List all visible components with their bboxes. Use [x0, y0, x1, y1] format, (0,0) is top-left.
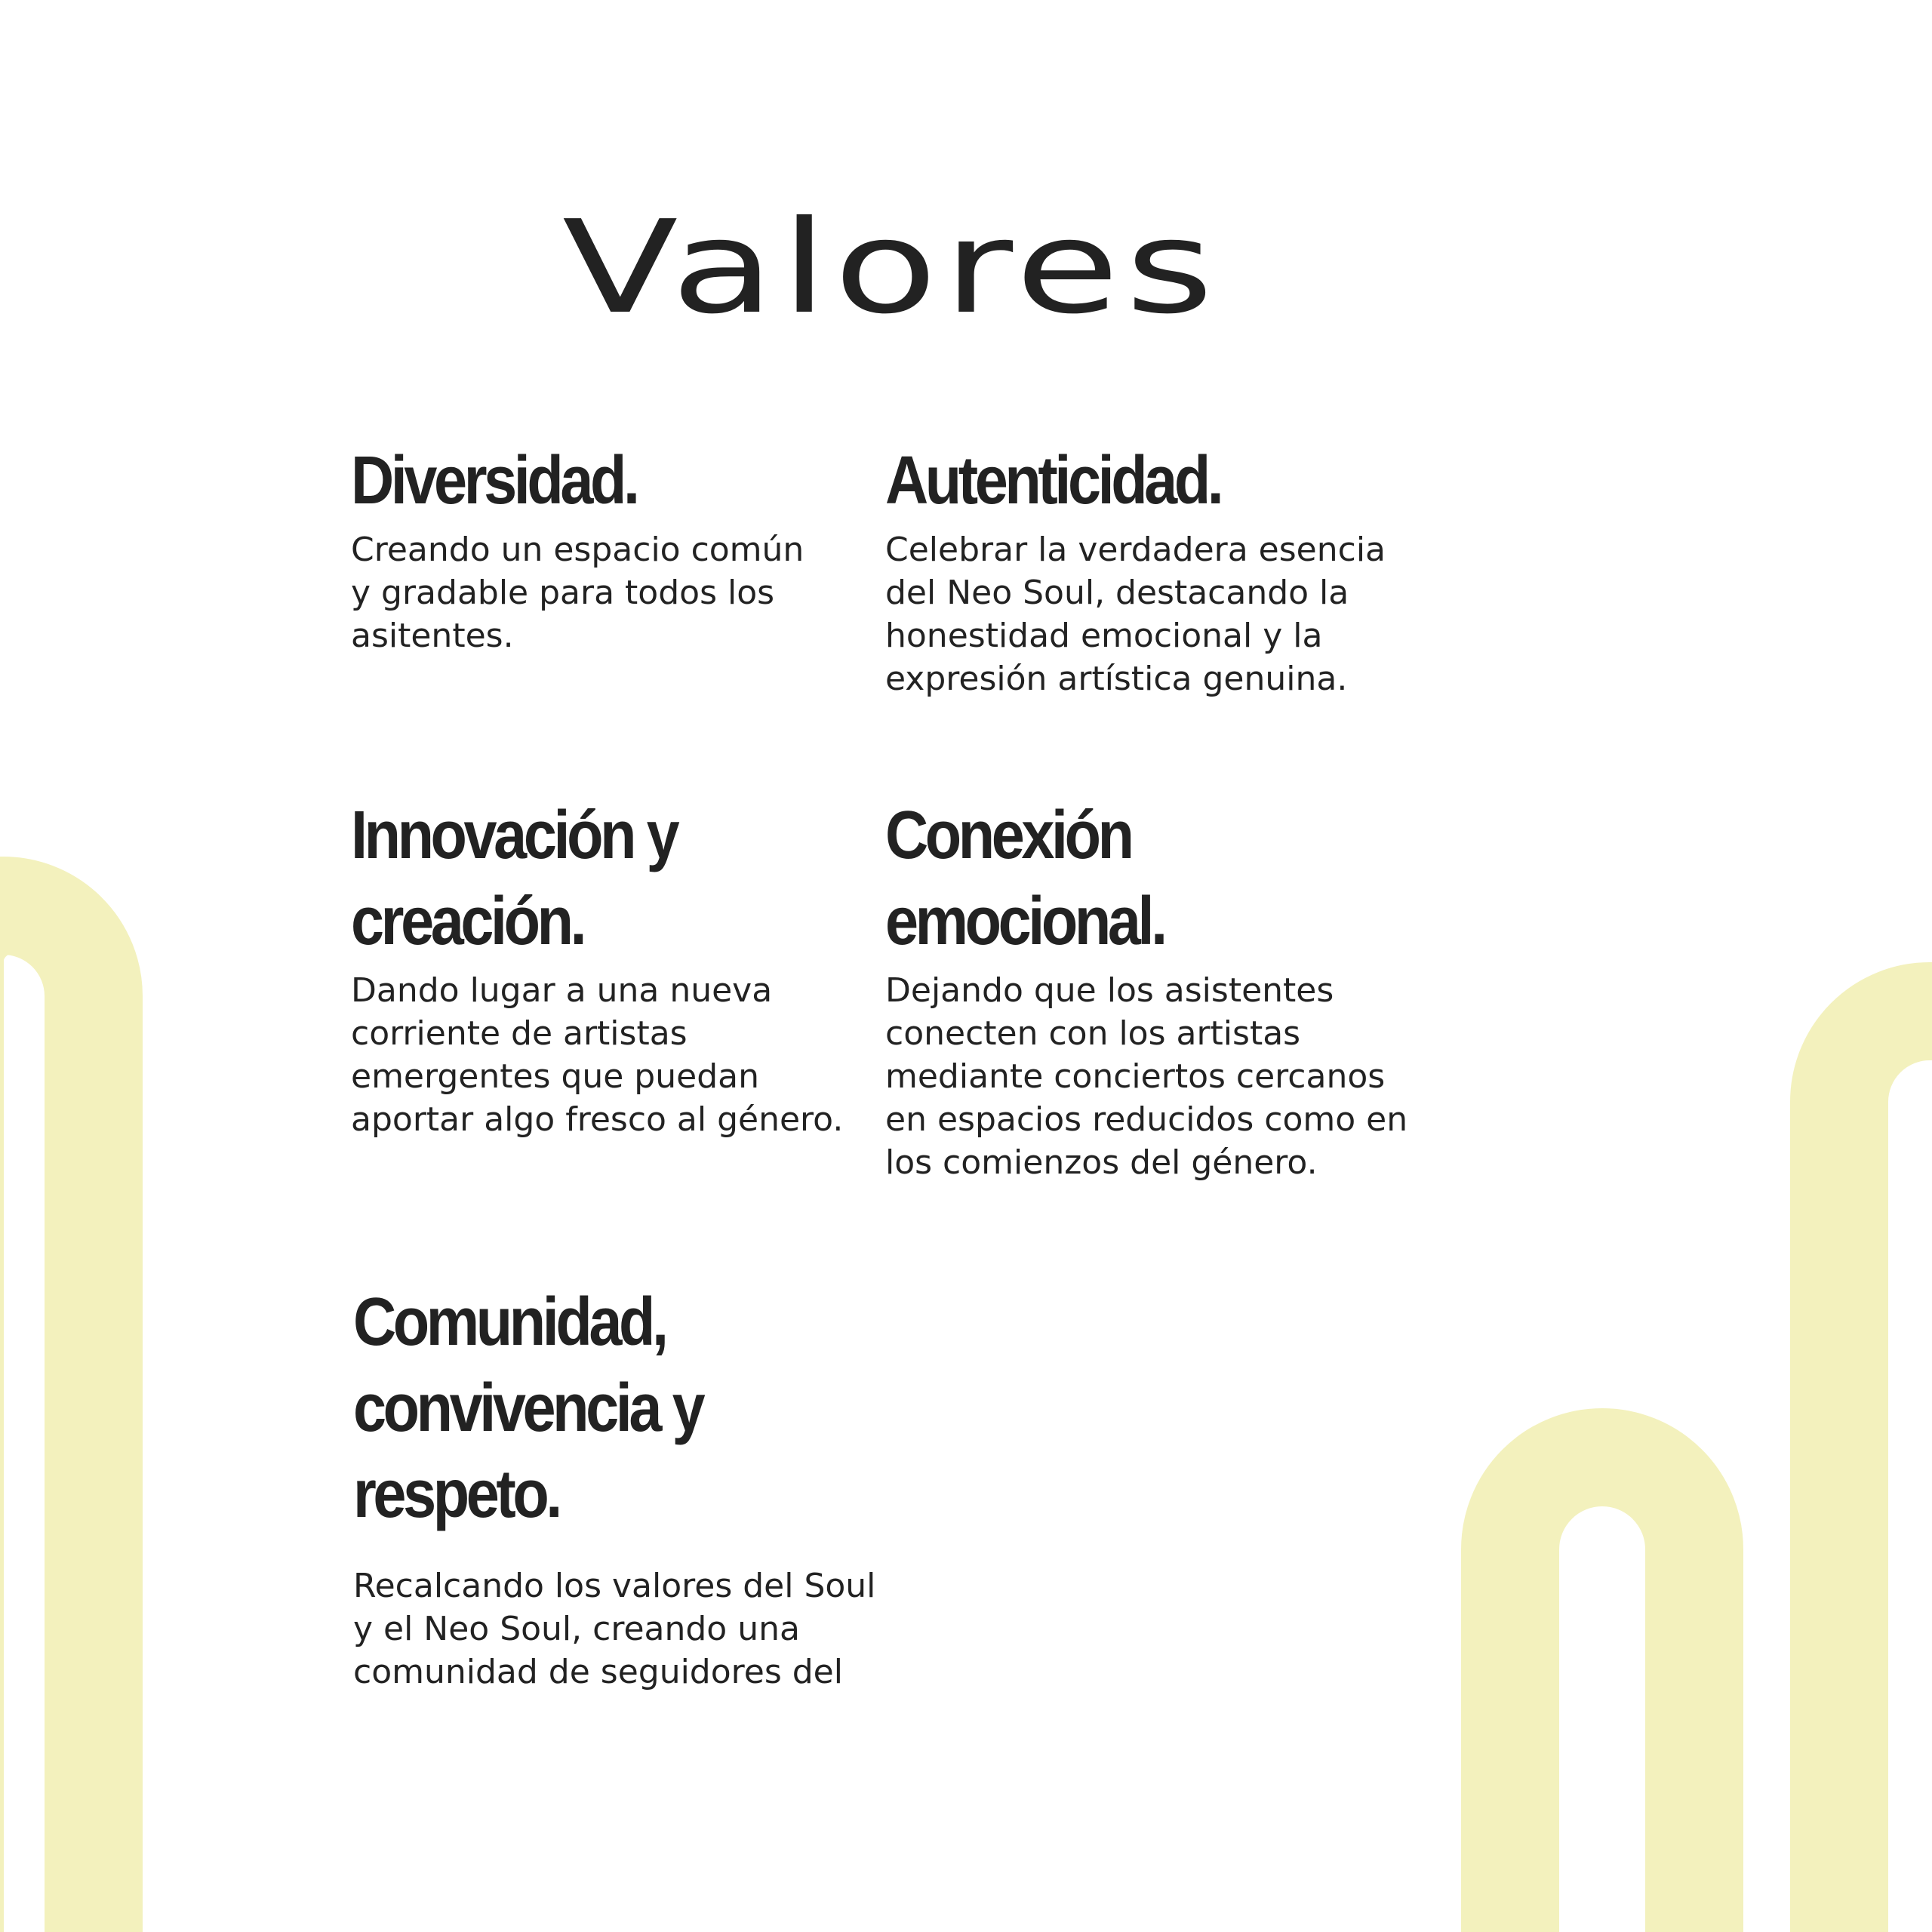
- value-autenticidad: [885, 438, 1429, 700]
- value-heading: Innovación y creación.: [351, 798, 677, 959]
- value-heading: Diversidad.: [351, 443, 637, 518]
- value-comunidad: [353, 1279, 897, 1694]
- page-title: Valores: [562, 193, 1220, 343]
- value-description: Creando un espacio común y gradable para todos los asitentes.: [351, 531, 804, 655]
- left-arch-shape: [0, 906, 94, 1932]
- value-conexion: [885, 792, 1429, 1184]
- value-description: Dando lugar a una nueva corriente de artistas emergentes que puedan aportar algo fresco al género.: [351, 971, 844, 1139]
- value-description: Recalcando los valores del Soul y el Neo Soul, creando una comunidad de seguidores del: [353, 1567, 876, 1691]
- value-heading: Comunidad, convivencia y respeto.: [353, 1284, 703, 1532]
- bottom-right-arch-shape: [1510, 1457, 1694, 1932]
- value-heading: Conexión emocional.: [885, 798, 1164, 959]
- value-description: Celebrar la verdadera esencia del Neo Soul, destacando la honestidad emocional y la expresión artística genuina.: [885, 531, 1386, 698]
- right-arch-shape: [1839, 1011, 1932, 1932]
- value-innovacion: [351, 792, 879, 1141]
- value-description: Dejando que los asistentes conecten con los artistas mediante conciertos cercanos en espacios reducidos como en los comienzos del género.: [885, 971, 1408, 1182]
- value-diversidad: [351, 438, 849, 657]
- value-heading: Autenticidad.: [885, 443, 1221, 518]
